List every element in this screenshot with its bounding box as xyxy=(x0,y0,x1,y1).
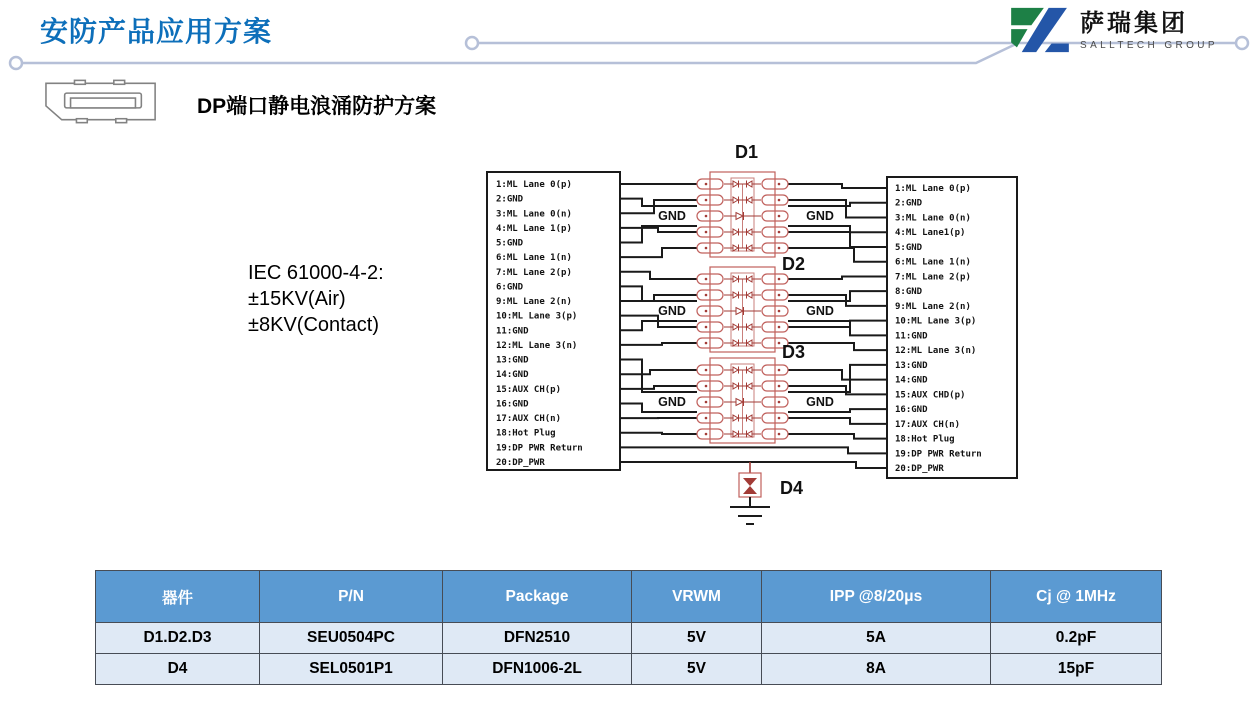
right-pin-label: 10:ML Lane 3(p) xyxy=(895,316,977,327)
pin-dot xyxy=(778,401,781,404)
gnd-bus xyxy=(620,360,697,392)
pin-dot xyxy=(705,247,708,250)
pin-dot xyxy=(705,199,708,202)
pin-dot xyxy=(778,247,781,250)
right-pin-label: 2:GND xyxy=(895,198,923,209)
table-header-row xyxy=(96,571,1162,623)
iec-standard-text xyxy=(248,260,384,338)
table-cell: 8A xyxy=(762,654,991,685)
pin-dot xyxy=(778,433,781,436)
pin-dot xyxy=(705,401,708,404)
pin-dot xyxy=(778,215,781,218)
diode-symbol xyxy=(736,213,743,220)
table-row xyxy=(96,654,1162,685)
component-label: D2 xyxy=(782,254,806,274)
decor-circle xyxy=(1236,37,1248,49)
left-pin-label: 5:GND xyxy=(496,238,524,249)
iec-line: ±8KV(Contact) xyxy=(248,314,380,336)
company-logo xyxy=(1009,6,1218,56)
left-pin-label: 12:ML Lane 3(n) xyxy=(496,340,578,351)
pin-dot xyxy=(778,294,781,297)
logo-subname: SALLTECH GROUP xyxy=(1080,40,1218,51)
pin-dot xyxy=(705,183,708,186)
left-pin-label: 4:ML Lane 1(p) xyxy=(496,223,572,234)
table-header-cell: P/N xyxy=(260,571,443,623)
salltech-logo-mark-icon xyxy=(1009,6,1071,56)
pin-dot xyxy=(778,183,781,186)
gnd-bus xyxy=(788,291,887,301)
pin-dot xyxy=(705,342,708,345)
iec-line: IEC 61000-4-2: xyxy=(248,262,384,284)
pin-dot xyxy=(778,278,781,281)
gnd-bus xyxy=(788,203,887,206)
logo-name: 萨瑞集团 xyxy=(1080,10,1188,37)
left-pin-label: 15:AUX CH(p) xyxy=(496,384,562,395)
table-header-cell: 器件 xyxy=(96,571,260,623)
page-title: 安防产品应用方案 xyxy=(40,16,273,47)
table-cell: 5V xyxy=(632,654,762,685)
pin-dot xyxy=(778,326,781,329)
pin-dot xyxy=(705,310,708,313)
signal-trace xyxy=(620,433,697,434)
right-pin-label: 9:ML Lane 2(n) xyxy=(895,301,971,312)
pin-dot xyxy=(778,369,781,372)
table-cell: 5V xyxy=(632,623,762,654)
table-cell: SEL0501P1 xyxy=(260,654,443,685)
gnd-label: GND xyxy=(658,209,686,223)
left-pin-label: 11:GND xyxy=(496,326,529,337)
pin-dot xyxy=(705,326,708,329)
left-pin-label: 13:GND xyxy=(496,355,529,366)
left-pin-label: 3:ML Lane 0(n) xyxy=(496,209,572,220)
table-cell: DFN1006-2L xyxy=(443,654,632,685)
table-cell: SEU0504PC xyxy=(260,623,443,654)
signal-trace xyxy=(620,228,697,232)
gnd-bus xyxy=(620,286,697,301)
diode-symbol xyxy=(736,308,743,315)
pin-dot xyxy=(705,369,708,372)
left-pin-label: 6:ML Lane 1(n) xyxy=(496,253,572,264)
right-pin-label: 11:GND xyxy=(895,331,928,342)
decor-circle xyxy=(10,57,22,69)
diode-symbol xyxy=(736,399,743,406)
pin-dot xyxy=(778,231,781,234)
table-cell: 5A xyxy=(762,623,991,654)
right-pin-label: 13:GND xyxy=(895,360,928,371)
right-pin-label: 3:ML Lane 0(n) xyxy=(895,213,971,224)
right-pin-label: 16:GND xyxy=(895,405,928,416)
pin-dot xyxy=(705,278,708,281)
table-header-cell: IPP @8/20μs xyxy=(762,571,991,623)
spec-table xyxy=(95,570,1162,685)
decor-circle xyxy=(466,37,478,49)
left-pin-label: 16:GND xyxy=(496,399,529,410)
signal-trace xyxy=(620,343,697,345)
signal-trace xyxy=(788,184,887,188)
table-cell: D1.D2.D3 xyxy=(96,623,260,654)
d4-tvs-symbol xyxy=(743,478,757,486)
left-pin-label: 17:AUX CH(n) xyxy=(496,414,562,425)
section-title: DP端口静电浪涌防护方案 xyxy=(197,95,437,118)
gnd-label: GND xyxy=(658,304,686,318)
signal-trace xyxy=(788,418,887,424)
signal-trace xyxy=(620,272,697,279)
table-cell: 0.2pF xyxy=(991,623,1162,654)
right-pin-label: 4:ML Lane1(p) xyxy=(895,228,966,239)
left-pin-label: 14:GND xyxy=(496,370,529,381)
pin-dot xyxy=(778,199,781,202)
gnd-label: GND xyxy=(806,395,834,409)
table-cell: 15pF xyxy=(991,654,1162,685)
left-pin-label: 19:DP PWR Return xyxy=(496,443,583,454)
component-label: D3 xyxy=(782,342,806,362)
signal-trace xyxy=(620,370,697,374)
decor-line-bottom xyxy=(22,43,1018,63)
pin-dot xyxy=(778,385,781,388)
gnd-bus xyxy=(788,409,887,412)
left-pin-label: 1:ML Lane 0(p) xyxy=(496,180,572,190)
signal-trace xyxy=(620,386,697,389)
signal-trace xyxy=(620,248,697,257)
gnd-bus xyxy=(788,226,887,247)
right-pin-label: 8:GND xyxy=(895,287,923,298)
pin-dot xyxy=(778,342,781,345)
pin-dot xyxy=(705,417,708,420)
table-cell: D4 xyxy=(96,654,260,685)
pin-dot xyxy=(705,294,708,297)
left-pin-label: 10:ML Lane 3(p) xyxy=(496,311,578,322)
gnd-bus xyxy=(788,321,887,335)
right-pin-label: 7:ML Lane 2(p) xyxy=(895,272,971,283)
gnd-label: GND xyxy=(806,209,834,223)
left-pin-label: 2:GND xyxy=(496,194,524,205)
signal-trace xyxy=(788,370,887,380)
left-pin-label: 6:GND xyxy=(496,282,524,293)
signal-trace xyxy=(620,447,887,453)
gnd-label: GND xyxy=(806,304,834,318)
signal-trace xyxy=(788,434,887,439)
signal-trace xyxy=(620,462,887,468)
pin-dot xyxy=(705,433,708,436)
d4-tvs-symbol xyxy=(743,486,757,494)
table-header-cell: Cj @ 1MHz xyxy=(991,571,1162,623)
right-pin-label: 20:DP_PWR xyxy=(895,464,944,475)
signal-trace xyxy=(788,276,887,279)
right-pin-label: 5:GND xyxy=(895,242,923,253)
right-pin-label: 18:Hot Plug xyxy=(895,434,955,445)
iec-line: ±15KV(Air) xyxy=(248,288,346,310)
left-pin-label: 9:ML Lane 2(n) xyxy=(496,297,572,308)
table-row xyxy=(96,623,1162,654)
right-pin-label: 12:ML Lane 3(n) xyxy=(895,346,977,357)
pin-dot xyxy=(705,231,708,234)
table-cell: DFN2510 xyxy=(443,623,632,654)
right-pin-label: 14:GND xyxy=(895,375,928,386)
pin-dot xyxy=(705,215,708,218)
right-pin-label: 17:AUX CH(n) xyxy=(895,419,961,430)
pin-dot xyxy=(705,385,708,388)
left-pin-label: 7:ML Lane 2(p) xyxy=(496,267,572,278)
displayport-connector-icon xyxy=(44,79,162,125)
gnd-label: GND xyxy=(658,395,686,409)
right-pin-label: 15:AUX CHD(p) xyxy=(895,390,966,401)
component-label: D1 xyxy=(735,142,759,162)
gnd-bus xyxy=(788,365,887,392)
right-pin-label: 6:ML Lane 1(n) xyxy=(895,257,971,268)
left-pin-label: 20:DP_PWR xyxy=(496,457,545,468)
pin-dot xyxy=(778,417,781,420)
right-pin-label: 1:ML Lane 0(p) xyxy=(895,184,971,194)
signal-trace xyxy=(788,386,887,394)
pin-dot xyxy=(778,310,781,313)
table-header-cell: VRWM xyxy=(632,571,762,623)
table-header-cell: Package xyxy=(443,571,632,623)
right-pin-label: 19:DP PWR Return xyxy=(895,449,982,460)
component-label: D4 xyxy=(780,478,804,498)
left-pin-label: 18:Hot Plug xyxy=(496,428,556,439)
